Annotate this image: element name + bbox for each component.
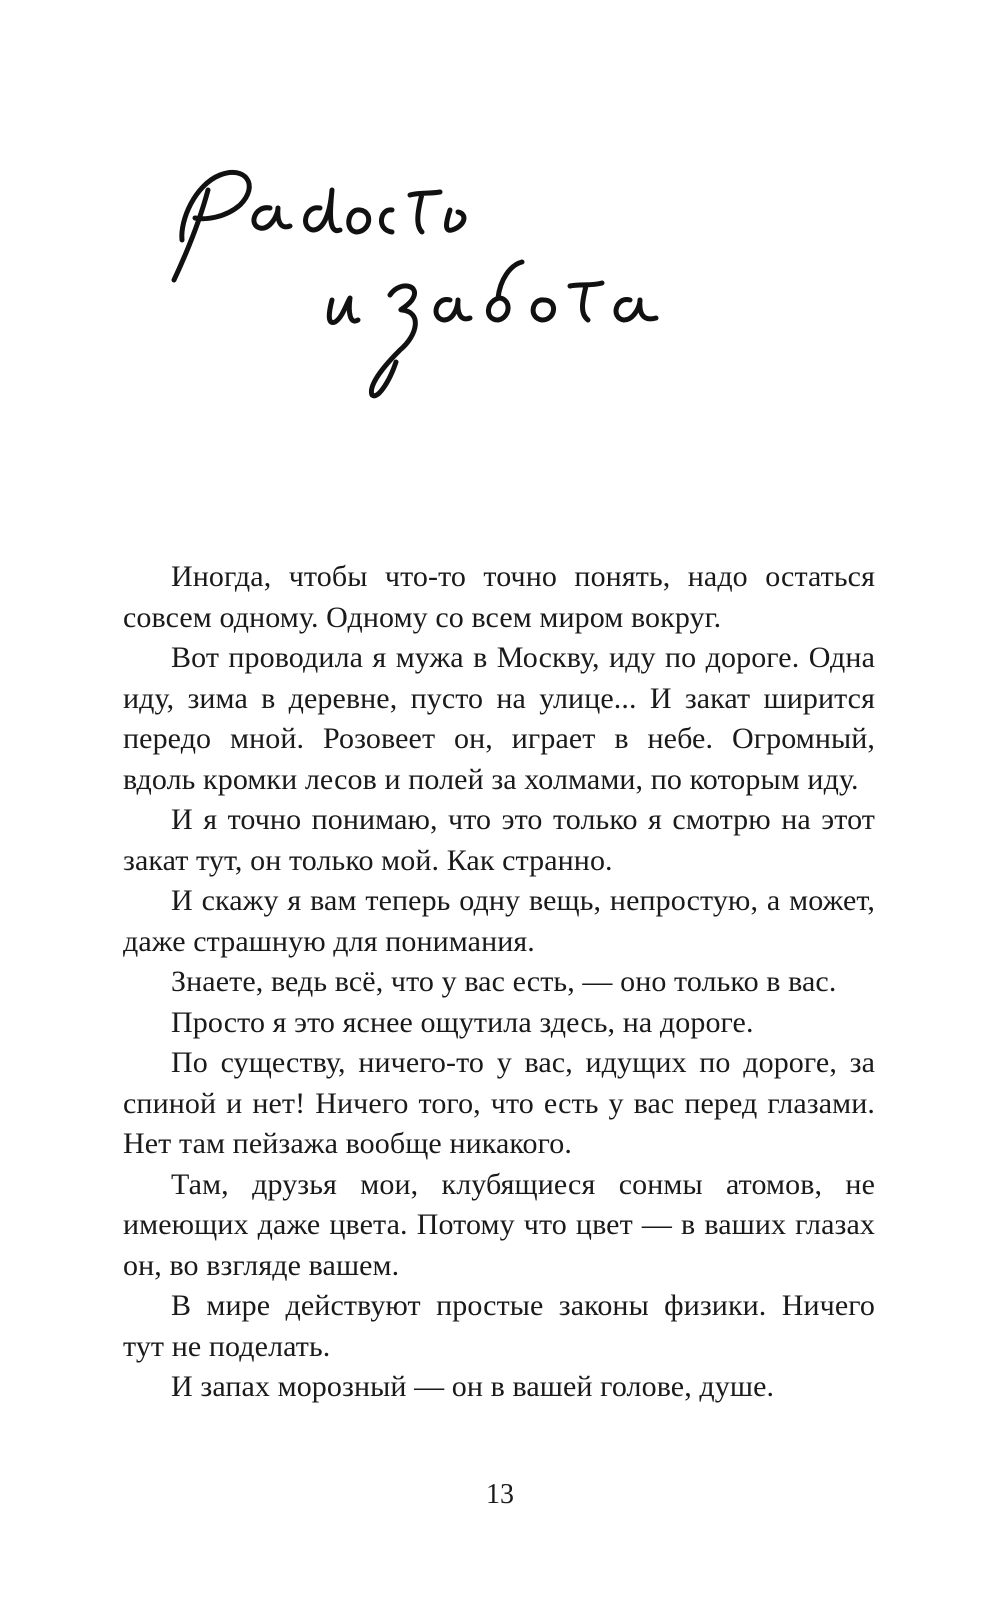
paragraph: Вот проводила я мужа в Москву, иду по дороге. Одна иду, зима в деревне, пусто на улице... И закат ширится передо мной. Розовеет он, играет в небе. Огромный, вдоль кромки лесов и полей за холмами, по которым иду.: [123, 641, 875, 796]
paragraph: В мире действуют простые законы физики. Ничего тут не поделать.: [123, 1289, 875, 1363]
paragraph: Там, друзья мои, клубящиеся сонмы атомов, не имеющих даже цвета. Потому что цвет — в ваших глазах он, во взгляде вашем.: [123, 1167, 875, 1282]
page-number: 13: [486, 1479, 514, 1510]
paragraph: Знаете, ведь всё, что у вас есть, — оно только в вас.: [171, 965, 837, 998]
handwritten-title-graphic: [160, 150, 680, 410]
paragraph: И запах морозный — он в вашей голове, душе.: [171, 1370, 775, 1403]
chapter-title-handwritten: [160, 150, 680, 410]
paragraph: Просто я это яснее ощутила здесь, на дороге.: [171, 1005, 754, 1039]
paragraph: И я точно понимаю, что это только я смотрю на этот закат тут, он только мой. Как странно.: [123, 803, 875, 877]
chapter-body: [123, 557, 875, 1408]
paragraph: По существу, ничего-то у вас, идущих по дороге, за спиной и нет! Ничего того, что есть у вас перед глазами. Нет там пейзажа вообще никакого.: [123, 1046, 875, 1160]
paragraph: И скажу я вам теперь одну вещь, непростую, а может, даже страшную для понимания.: [123, 884, 875, 958]
paragraph: Иногда, чтобы что-то точно понять, надо остаться совсем одному. Одному со всем миром вокруг.: [123, 560, 875, 634]
